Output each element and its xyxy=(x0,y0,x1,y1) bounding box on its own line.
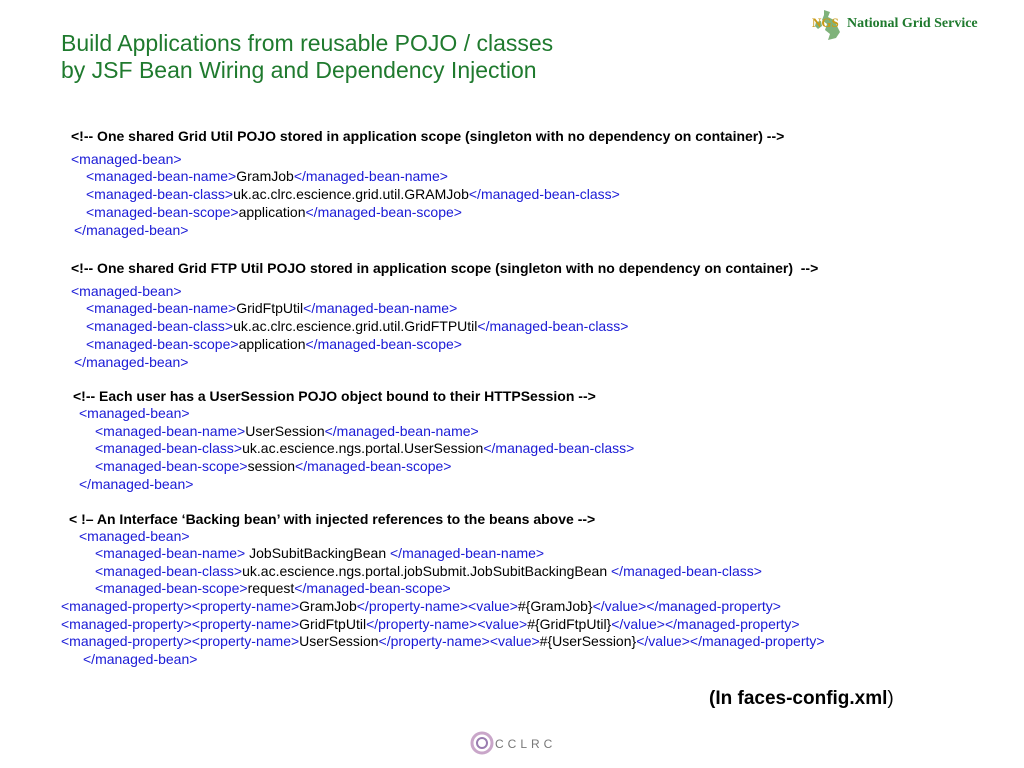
comment-block-3: <!-- Each user has a UserSession POJO object bound to their HTTPSession --> xyxy=(73,388,596,404)
mb-open-4: <managed-bean> xyxy=(79,528,190,544)
mb-close-1: </managed-bean> xyxy=(74,222,189,238)
managed-property-line-2: <managed-property><property-name>GridFtpUtil</property-name><value>#{GridFtpUtil}</value></managed-property> xyxy=(61,616,800,632)
bean-class-line-1: <managed-bean-class>uk.ac.clrc.escience.grid.util.GRAMJob</managed-bean-class> xyxy=(86,186,620,202)
bean-name-line-1: <managed-bean-name>GramJob</managed-bean-name> xyxy=(86,168,448,184)
bean-scope-line-3: <managed-bean-scope>session</managed-bean-scope> xyxy=(95,458,452,474)
slide-title xyxy=(61,30,553,84)
mb-close-2: </managed-bean> xyxy=(74,354,189,370)
bean-scope-line-2: <managed-bean-scope>application</managed-bean-scope> xyxy=(86,336,462,352)
ngs-abbr: NGS xyxy=(812,15,839,30)
cclrc-logo xyxy=(470,728,565,758)
bean-name-line-3: <managed-bean-name>UserSession</managed-bean-name> xyxy=(95,423,479,439)
bean-scope-line-1: <managed-bean-scope>application</managed-bean-scope> xyxy=(86,204,462,220)
comment-block-4: < !– An Interface ‘Backing bean’ with injected references to the beans above --> xyxy=(69,511,596,527)
bean-scope-line-4: <managed-bean-scope>request</managed-bean-scope> xyxy=(95,580,451,596)
mb-open-1: <managed-bean> xyxy=(71,151,182,167)
cclrc-swirl-icon xyxy=(470,728,494,758)
comment-block-2: <!-- One shared Grid FTP Util POJO stored in application scope (singleton with no dependency on container) --> xyxy=(71,260,819,276)
cclrc-logo-text: CCLRC xyxy=(495,737,557,751)
managed-property-line-3: <managed-property><property-name>UserSession</property-name><value>#{UserSession}</value></managed-property> xyxy=(61,633,825,649)
managed-property-line-1: <managed-property><property-name>GramJob</property-name><value>#{GramJob}</value></managed-property> xyxy=(61,598,781,614)
bean-name-line-4: <managed-bean-name> JobSubitBackingBean </managed-bean-name> xyxy=(95,545,545,561)
bean-class-line-3: <managed-bean-class>uk.ac.escience.ngs.portal.UserSession</managed-bean-class> xyxy=(95,440,635,456)
comment-block-1: <!-- One shared Grid Util POJO stored in application scope (singleton with no dependency on container) --> xyxy=(71,128,785,144)
mb-open-3: <managed-bean> xyxy=(79,405,190,421)
mb-close-4: </managed-bean> xyxy=(83,651,198,667)
title-line-1: Build Applications from reusable POJO / classes xyxy=(61,30,554,56)
title-line-2: by JSF Bean Wiring and Dependency Injection xyxy=(61,57,537,83)
bean-name-line-2: <managed-bean-name>GridFtpUtil</managed-bean-name> xyxy=(86,300,458,316)
bean-class-line-4: <managed-bean-class>uk.ac.escience.ngs.portal.jobSubmit.JobSubitBackingBean </managed-bean-class> xyxy=(95,563,762,579)
ngs-logo-text: National Grid Service xyxy=(847,16,978,31)
footnote: (In faces-config.xml) xyxy=(709,688,894,709)
mb-open-2: <managed-bean> xyxy=(71,283,182,299)
bean-class-line-2: <managed-bean-class>uk.ac.clrc.escience.grid.util.GridFTPUtil</managed-bean-class> xyxy=(86,318,629,334)
ngs-logo xyxy=(810,8,1020,42)
mb-close-3: </managed-bean> xyxy=(79,476,194,492)
